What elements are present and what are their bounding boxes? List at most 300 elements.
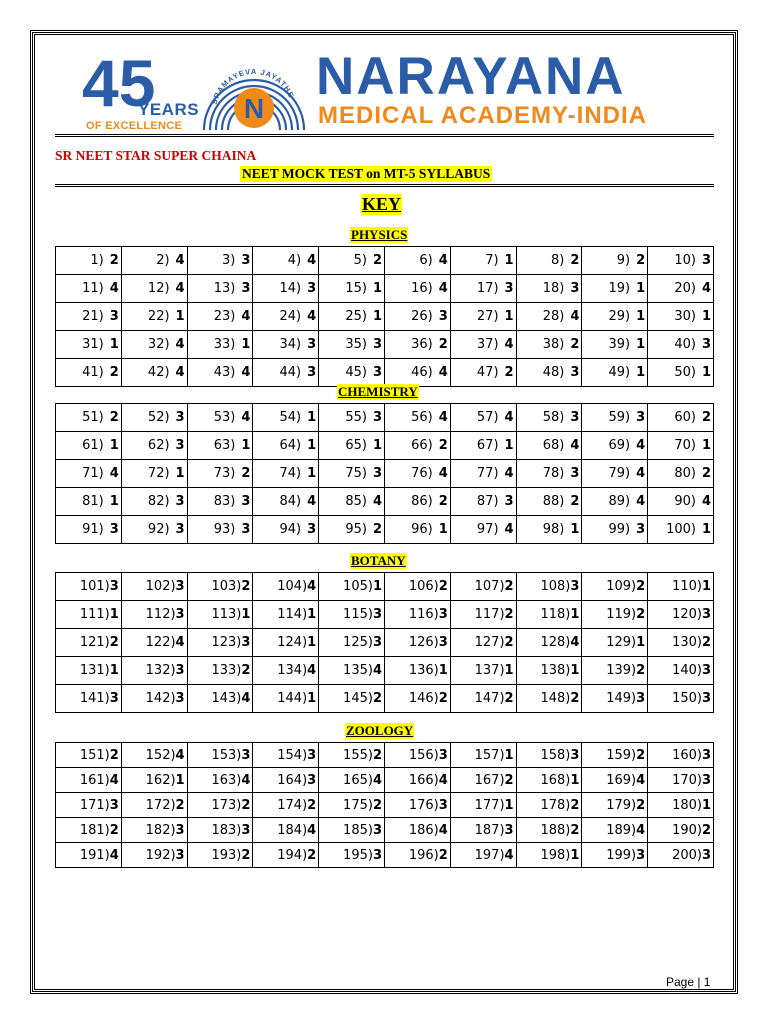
answer-option: 2: [438, 337, 448, 352]
answer-cell: [121, 404, 187, 432]
question-number: 71): [82, 466, 104, 481]
answer-cell: [319, 303, 385, 331]
answer-option: 2: [241, 847, 251, 863]
answer-cell: [648, 743, 714, 768]
answer-option: 2: [636, 747, 646, 763]
question-number: 46): [411, 365, 433, 380]
answer-cell: [253, 275, 319, 303]
answer-option: 1: [504, 747, 514, 763]
question-number: 50): [674, 365, 696, 380]
question-number: 96): [411, 522, 433, 537]
answer-cell: [253, 303, 319, 331]
answer-cell: [582, 629, 648, 657]
answer-option: 1: [109, 438, 119, 453]
question-number: 27): [476, 309, 499, 324]
excellence-text: OF EXCELLENCE: [86, 120, 183, 132]
answer-cell: [516, 685, 582, 713]
table-row: [56, 275, 714, 303]
answer-option: 4: [504, 847, 514, 863]
question-number: 191): [79, 847, 110, 863]
answer-cell: [648, 601, 714, 629]
answer-cell: [319, 768, 385, 793]
question-number: 198): [540, 847, 571, 863]
answer-cell: [319, 516, 385, 544]
answer-option: 2: [570, 691, 580, 706]
answer-cell: [648, 516, 714, 544]
brand-subtitle: MEDICAL ACADEMY-INDIA: [318, 102, 648, 129]
answer-option: 1: [307, 607, 317, 622]
title-divider: [55, 184, 714, 187]
answer-cell: [384, 629, 450, 657]
answer-option: 2: [504, 691, 514, 706]
answer-option: 2: [504, 365, 514, 380]
answer-cell: [121, 685, 187, 713]
anniversary-logo: [82, 46, 200, 132]
answer-cell: [187, 331, 253, 359]
answer-cell: [450, 488, 516, 516]
question-number: 38): [542, 337, 565, 352]
answer-option: 4: [438, 253, 448, 268]
answer-option: 4: [636, 494, 646, 509]
answer-cell: [384, 657, 450, 685]
answer-option: 2: [109, 747, 119, 763]
answer-option: 2: [570, 253, 580, 268]
answer-option: 3: [701, 663, 711, 678]
answer-cell: [319, 432, 385, 460]
answer-cell: [56, 818, 122, 843]
question-number: 11): [82, 281, 104, 296]
question-number: 32): [147, 337, 170, 352]
answer-cell: [450, 516, 516, 544]
question-number: 135): [343, 663, 373, 678]
question-number: 5): [353, 253, 367, 268]
answer-cell: [384, 404, 450, 432]
answer-option: 1: [701, 522, 711, 537]
answer-cell: [319, 404, 385, 432]
answer-option: 1: [307, 410, 317, 425]
answer-option: 1: [701, 365, 711, 380]
question-number: 109): [606, 579, 637, 594]
question-number: 8): [550, 253, 565, 268]
answer-cell: [384, 818, 450, 843]
answer-option: 1: [307, 691, 317, 706]
answer-option: 1: [109, 607, 119, 622]
answer-option: 2: [372, 522, 382, 537]
answer-option: 4: [307, 579, 317, 594]
answer-option: 3: [570, 281, 580, 296]
answer-cell: [648, 359, 714, 387]
section-title-zoology: ZOOLOGY: [346, 723, 414, 738]
answer-option: 1: [307, 635, 317, 650]
question-number: 34): [279, 337, 302, 352]
question-number: 134): [277, 663, 308, 678]
answer-cell: [121, 247, 187, 275]
answer-cell: [648, 488, 714, 516]
question-number: 129): [606, 635, 637, 650]
answer-option: 1: [241, 337, 251, 352]
question-number: 30): [674, 309, 696, 324]
answer-cell: [516, 601, 582, 629]
answer-cell: [121, 460, 187, 488]
answer-cell: [319, 793, 385, 818]
question-number: 93): [213, 522, 236, 537]
answer-option: 4: [175, 635, 185, 650]
question-number: 162): [145, 772, 176, 788]
answer-option: 1: [307, 438, 317, 453]
answer-option: 3: [570, 410, 580, 425]
question-number: 140): [672, 663, 702, 678]
question-number: 115): [343, 607, 373, 622]
answer-cell: [253, 657, 319, 685]
answer-cell: [384, 685, 450, 713]
question-number: 47): [476, 365, 499, 380]
answer-cell: [121, 629, 187, 657]
question-number: 66): [411, 438, 433, 453]
answer-option: 2: [438, 579, 448, 594]
answer-option: 3: [175, 847, 185, 863]
answer-cell: [384, 275, 450, 303]
table-row: [56, 460, 714, 488]
answer-cell: [450, 818, 516, 843]
answer-cell: [253, 460, 319, 488]
answer-option: 2: [701, 822, 711, 838]
question-number: 141): [79, 691, 110, 706]
question-number: 172): [145, 797, 176, 813]
answer-option: 4: [636, 466, 646, 481]
answer-option: 4: [307, 309, 317, 324]
answer-cell: [582, 818, 648, 843]
answer-option: 2: [636, 579, 646, 594]
question-number: 39): [608, 337, 631, 352]
answer-option: 4: [372, 494, 382, 509]
answer-option: 3: [175, 579, 185, 594]
question-number: 188): [540, 822, 571, 838]
answer-option: 4: [372, 663, 382, 678]
question-number: 68): [542, 438, 565, 453]
answer-cell: [319, 685, 385, 713]
question-number: 73): [213, 466, 236, 481]
question-number: 22): [147, 309, 170, 324]
question-number: 127): [474, 635, 505, 650]
answer-cell: [516, 843, 582, 868]
answer-cell: [516, 247, 582, 275]
question-number: 54): [279, 410, 302, 425]
answer-option: 3: [307, 522, 317, 537]
question-number: 28): [542, 309, 565, 324]
question-number: 147): [474, 691, 505, 706]
answer-cell: [582, 843, 648, 868]
answer-option: 2: [241, 466, 251, 481]
question-number: 49): [608, 365, 631, 380]
answer-option: 4: [307, 663, 317, 678]
answer-cell: [187, 359, 253, 387]
answer-cell: [319, 331, 385, 359]
answer-cell: [582, 768, 648, 793]
question-number: 187): [474, 822, 505, 838]
batch-title: SR NEET STAR SUPER CHAINA: [55, 148, 257, 163]
answer-option: 2: [109, 365, 119, 380]
question-number: 14): [279, 281, 302, 296]
question-number: 156): [408, 747, 439, 763]
answer-cell: [384, 331, 450, 359]
answer-option: 2: [636, 797, 646, 813]
answer-option: 3: [701, 747, 711, 763]
table-row: [56, 432, 714, 460]
answer-cell: [648, 404, 714, 432]
question-number: 108): [540, 579, 571, 594]
question-number: 111): [79, 607, 110, 622]
question-number: 90): [674, 494, 696, 509]
answer-option: 1: [241, 607, 251, 622]
answer-cell: [253, 516, 319, 544]
section-title-botany: BOTANY: [351, 553, 406, 568]
table-row: [56, 247, 714, 275]
question-number: 149): [606, 691, 637, 706]
answer-cell: [121, 818, 187, 843]
question-number: 44): [279, 365, 302, 380]
answer-option: 4: [636, 822, 646, 838]
answer-option: 3: [241, 635, 251, 650]
answer-option: 1: [504, 438, 514, 453]
answer-option: 4: [307, 494, 317, 509]
emblem-motto: SRAMAYEVA JAYATHE: [209, 66, 297, 106]
header-divider: [55, 134, 714, 137]
answer-option: 4: [109, 466, 119, 481]
answer-cell: [582, 460, 648, 488]
answer-option: 4: [438, 822, 448, 838]
emblem-letter: N: [243, 93, 265, 124]
question-number: 87): [476, 494, 499, 509]
answer-cell: [253, 768, 319, 793]
answer-option: 4: [636, 772, 646, 788]
question-number: 167): [474, 772, 505, 788]
question-number: 21): [82, 309, 104, 324]
answer-cell: [648, 843, 714, 868]
answer-cell: [450, 793, 516, 818]
answer-cell: [56, 275, 122, 303]
answer-cell: [56, 488, 122, 516]
question-number: 116): [408, 607, 439, 622]
answer-option: 4: [372, 772, 382, 788]
question-number: 91): [82, 522, 104, 537]
answer-cell: [450, 743, 516, 768]
answer-cell: [516, 275, 582, 303]
question-number: 37): [476, 337, 499, 352]
question-number: 118): [540, 607, 571, 622]
table-row: [56, 657, 714, 685]
question-number: 35): [345, 337, 367, 352]
question-number: 1): [90, 253, 104, 268]
question-number: 99): [608, 522, 631, 537]
question-number: 43): [213, 365, 236, 380]
answer-cell: [56, 768, 122, 793]
answer-cell: [582, 685, 648, 713]
question-number: 18): [542, 281, 565, 296]
answer-option: 2: [504, 772, 514, 788]
question-number: 63): [213, 438, 236, 453]
answer-option: 3: [241, 822, 251, 838]
answer-option: 3: [307, 747, 317, 763]
answer-cell: [253, 359, 319, 387]
answer-cell: [582, 247, 648, 275]
answer-option: 4: [175, 747, 185, 763]
question-number: 95): [345, 522, 367, 537]
answer-option: 1: [701, 309, 711, 324]
question-number: 179): [606, 797, 637, 813]
answer-cell: [450, 247, 516, 275]
answer-cell: [582, 404, 648, 432]
table-row: [56, 303, 714, 331]
question-number: 157): [474, 747, 505, 763]
answer-option: 3: [175, 663, 185, 678]
page-number: Page | 1: [666, 975, 711, 989]
answer-cell: [121, 601, 187, 629]
answer-option: 3: [372, 337, 382, 352]
answer-cell: [648, 818, 714, 843]
answer-cell: [319, 629, 385, 657]
question-number: 92): [147, 522, 170, 537]
question-number: 106): [408, 579, 439, 594]
answer-option: 1: [109, 663, 119, 678]
answer-option: 4: [109, 281, 119, 296]
answer-cell: [384, 743, 450, 768]
answer-cell: [121, 743, 187, 768]
answer-cell: [384, 432, 450, 460]
question-number: 168): [540, 772, 571, 788]
answer-option: 1: [636, 309, 646, 324]
question-number: 190): [672, 822, 702, 838]
question-number: 164): [277, 772, 308, 788]
answer-option: 3: [570, 747, 580, 763]
answer-cell: [121, 573, 187, 601]
answer-cell: [516, 573, 582, 601]
answer-cell: [384, 488, 450, 516]
answer-cell: [319, 843, 385, 868]
question-number: 53): [213, 410, 236, 425]
answer-cell: [56, 843, 122, 868]
answer-option: 3: [504, 494, 514, 509]
answer-option: 3: [175, 494, 185, 509]
answer-option: 2: [175, 797, 185, 813]
key-title: KEY: [362, 194, 402, 214]
answer-cell: [450, 657, 516, 685]
answer-cell: [121, 657, 187, 685]
section-title-physics: PHYSICS: [351, 227, 408, 242]
question-number: 33): [213, 337, 236, 352]
test-title: NEET MOCK TEST on MT-5 SYLLABUS: [242, 166, 491, 181]
table-row: [56, 743, 714, 768]
question-number: 25): [345, 309, 367, 324]
answer-cell: [253, 793, 319, 818]
question-number: 175): [343, 797, 373, 813]
question-number: 185): [343, 822, 373, 838]
answer-cell: [450, 275, 516, 303]
answer-option: 2: [570, 822, 580, 838]
answer-option: 3: [438, 635, 448, 650]
answer-cell: [582, 432, 648, 460]
answer-cell: [253, 843, 319, 868]
answer-option: 4: [438, 365, 448, 380]
answer-table-physics: [55, 246, 714, 387]
years-number: 45: [82, 46, 156, 120]
table-row: [56, 768, 714, 793]
section-title-chemistry: CHEMISTRY: [338, 384, 418, 399]
answer-cell: [56, 793, 122, 818]
answer-cell: [648, 685, 714, 713]
answer-option: 1: [636, 281, 646, 296]
answer-cell: [648, 793, 714, 818]
answer-cell: [187, 573, 253, 601]
question-number: 124): [277, 635, 308, 650]
answer-option: 3: [175, 822, 185, 838]
answer-option: 1: [570, 522, 580, 537]
answer-cell: [450, 629, 516, 657]
answer-option: 4: [701, 281, 711, 296]
answer-cell: [582, 488, 648, 516]
question-number: 17): [476, 281, 499, 296]
question-number: 94): [279, 522, 302, 537]
answer-option: 3: [701, 772, 711, 788]
question-number: 122): [145, 635, 176, 650]
answer-cell: [648, 303, 714, 331]
question-number: 173): [211, 797, 242, 813]
years-word: YEARS: [138, 100, 200, 119]
question-number: 51): [82, 410, 104, 425]
answer-cell: [253, 488, 319, 516]
question-number: 130): [672, 635, 702, 650]
answer-option: 1: [109, 337, 119, 352]
question-number: 117): [474, 607, 505, 622]
question-number: 138): [540, 663, 571, 678]
answer-cell: [187, 516, 253, 544]
question-number: 29): [608, 309, 631, 324]
question-number: 139): [606, 663, 637, 678]
question-number: 98): [542, 522, 565, 537]
answer-cell: [187, 275, 253, 303]
answer-option: 1: [570, 607, 580, 622]
answer-option: 1: [372, 309, 382, 324]
answer-option: 3: [504, 281, 514, 296]
answer-cell: [384, 247, 450, 275]
answer-option: 4: [175, 365, 185, 380]
answer-cell: [516, 657, 582, 685]
answer-cell: [450, 685, 516, 713]
answer-cell: [450, 460, 516, 488]
question-number: 154): [277, 747, 308, 763]
question-number: 200): [672, 847, 702, 863]
answer-cell: [516, 629, 582, 657]
answer-cell: [319, 573, 385, 601]
answer-option: 1: [175, 772, 185, 788]
answer-cell: [450, 601, 516, 629]
answer-option: 3: [307, 281, 317, 296]
answer-cell: [384, 460, 450, 488]
answer-option: 2: [438, 494, 448, 509]
answer-cell: [253, 573, 319, 601]
answer-cell: [56, 743, 122, 768]
table-row: [56, 629, 714, 657]
answer-cell: [187, 404, 253, 432]
answer-cell: [516, 743, 582, 768]
answer-cell: [516, 516, 582, 544]
answer-cell: [253, 629, 319, 657]
question-number: 69): [608, 438, 631, 453]
question-number: 196): [408, 847, 439, 863]
answer-cell: [121, 275, 187, 303]
answer-cell: [187, 460, 253, 488]
answer-cell: [319, 460, 385, 488]
answer-cell: [253, 818, 319, 843]
